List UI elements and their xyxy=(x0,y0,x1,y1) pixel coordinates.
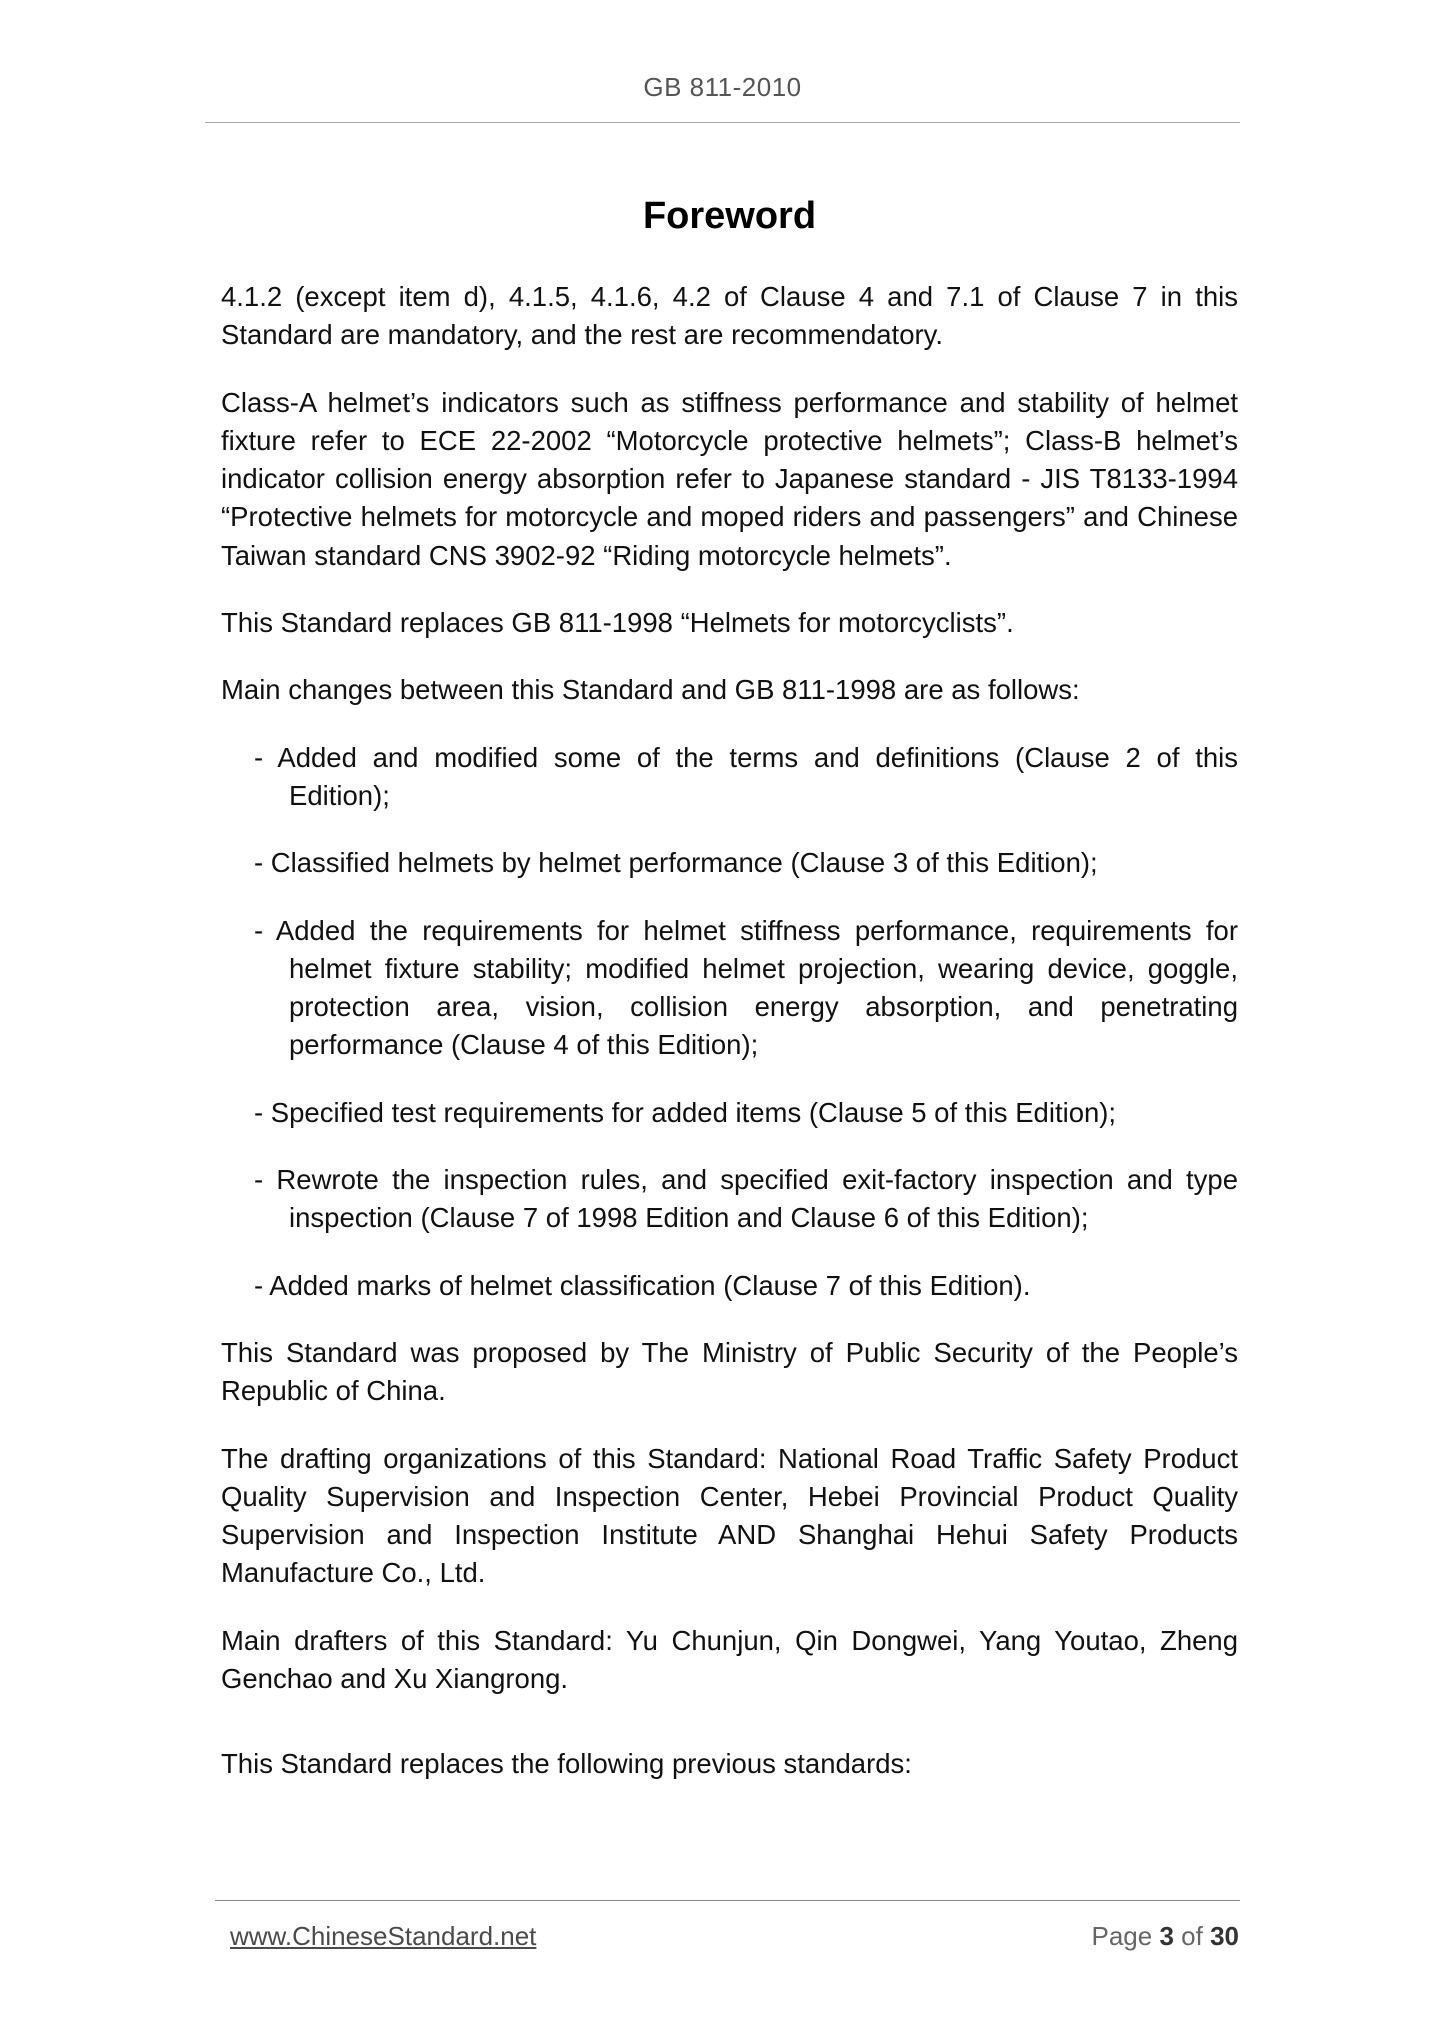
list-item: - Added the requirements for helmet stiffness performance, requirements for helmet fixture stability; modified helmet projection, wearing device, goggle, protection area, vision, collision energy absorption, and penetrating performance (Clause 4 of this Edition); xyxy=(254,914,1238,1061)
current-page-number: 3 xyxy=(1159,1921,1174,1951)
page-label: Page xyxy=(1091,1921,1153,1951)
page-title: Foreword xyxy=(642,195,817,237)
document-id-header: GB 811-2010 xyxy=(643,72,802,102)
paragraph-drafting-organizations: The drafting organizations of this Standard: National Road Traffic Safety Product Quality Supervision and Inspection Center, Hebei Provincial Product Quality Supervision and Inspection Institute AND Shanghai Hehui Safety Products Manufacture Co., Ltd. xyxy=(221,1442,1238,1589)
paragraph-previous-standards: This Standard replaces the following previous standards: xyxy=(221,1748,912,1780)
page-of-label: of xyxy=(1181,1921,1203,1951)
paragraph-main-drafters: Main drafters of this Standard: Yu Chunjun, Qin Dongwei, Yang Youtao, Zheng Genchao and Xu Xiangrong. xyxy=(221,1624,1238,1695)
paragraph-mandatory-clauses: 4.1.2 (except item d), 4.1.5, 4.1.6, 4.2 of Clause 4 and 7.1 of Clause 7 in this Standard are mandatory, and the rest are recommendatory. xyxy=(221,281,1238,351)
list-item: - Added marks of helmet classification (Clause 7 of this Edition). xyxy=(254,1269,1031,1301)
paragraph-reference-standards: Class-A helmet’s indicators such as stiffness performance and stability of helmet fixture refer to ECE 22-2002 “Motorcycle protective helmets”; Class-B helmet’s indicator collision energy absorption refer to Japanese standard - JIS T8133-1994 “Protective helmets for motorcycle and moped riders and passengers” and Chinese Taiwan standard CNS 3902-92 “Riding motorcycle helmets”. xyxy=(221,386,1238,571)
paragraph-replaces: This Standard replaces GB 811-1998 “Helmets for motorcyclists”. xyxy=(221,607,1014,639)
list-item: - Added and modified some of the terms and definitions (Clause 2 of this Edition); xyxy=(254,741,1238,811)
list-item: - Specified test requirements for added items (Clause 5 of this Edition); xyxy=(254,1096,1117,1128)
header-divider xyxy=(205,122,1240,123)
list-item: - Classified helmets by helmet performance (Clause 3 of this Edition); xyxy=(254,847,1098,879)
page-content xyxy=(221,195,1238,1813)
page-indicator xyxy=(1091,1921,1239,1952)
paragraph-proposed-by: This Standard was proposed by The Ministry of Public Security of the People’s Republic of China. xyxy=(221,1336,1238,1407)
changes-list xyxy=(221,739,1238,1305)
paragraph-main-changes-intro: Main changes between this Standard and GB 811-1998 are as follows: xyxy=(221,674,1080,706)
total-pages-number: 30 xyxy=(1210,1921,1239,1951)
website-link[interactable]: www.ChineseStandard.net xyxy=(230,1921,537,1951)
footer-divider xyxy=(215,1900,1240,1901)
list-item: - Rewrote the inspection rules, and specified exit-factory inspection and type inspection (Clause 7 of 1998 Edition and Clause 6 of this Edition); xyxy=(254,1164,1238,1234)
